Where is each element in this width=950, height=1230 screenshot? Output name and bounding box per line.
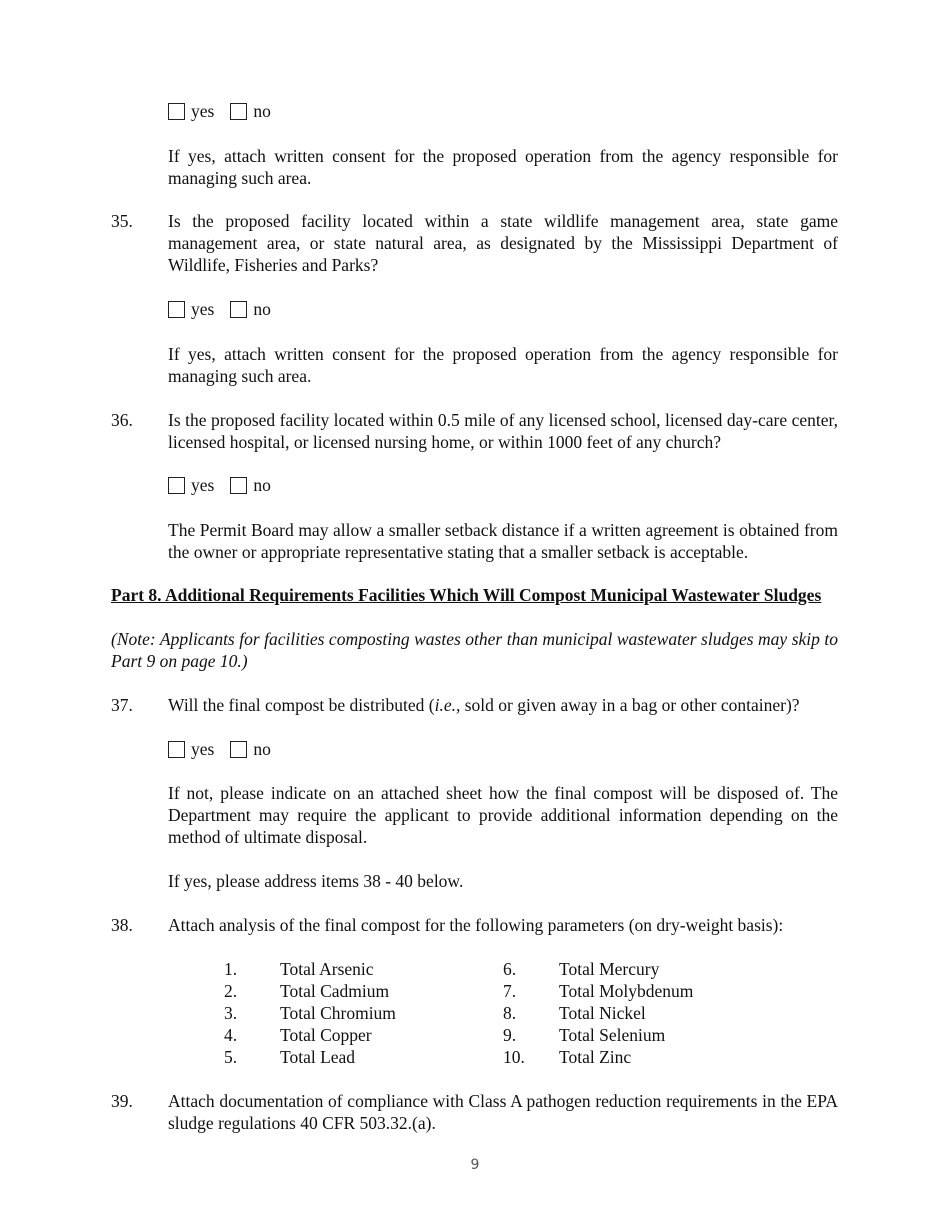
q38-number: 38. [111,915,133,935]
part8-heading: Part 8. Additional Requirements Facilities Which Will Compost Municipal Wastewater Sludges [111,585,822,605]
q35-yes-label: yes [191,299,215,319]
q37-yes-instruction: If yes, please address items 38 - 40 below. [168,871,464,891]
q37-disposal-note: If not, please indicate on an attached sheet how the final compost will be disposed of. The Department may require the applicant to provide additional information depending on the method of ultimate disposal. [168,783,838,847]
q34-no-checkbox[interactable] [230,103,247,120]
q36-yes-label: yes [191,475,215,495]
parameter-item: 6. Total Mercury [503,959,660,979]
q36-no-checkbox[interactable] [230,477,247,494]
q35-question: Is the proposed facility located within a state wildlife management area, state game management area, or state natural area, as designated by the Mississippi Department of Wildlife, Fisheries and Parks? [168,211,838,275]
q37-question: Will the final compost be distributed (i.e., sold or given away in a bag or other container)? [168,695,800,715]
q36-yes-no-group [168,474,287,496]
q36-setback-note: The Permit Board may allow a smaller setback distance if a written agreement is obtained from the owner or appropriate representative stating that a smaller setback is acceptable. [168,520,838,562]
parameter-item: 10. Total Zinc [503,1047,632,1067]
q36-number: 36. [111,410,133,430]
q34-yes-no-group [168,100,287,122]
q34-consent-note: If yes, attach written consent for the proposed operation from the agency responsible for managing such area. [168,146,838,188]
q36-yes-checkbox[interactable] [168,477,185,494]
parameter-item: 7. Total Molybdenum [503,981,694,1001]
q35-no-checkbox[interactable] [230,301,247,318]
q35-consent-note: If yes, attach written consent for the proposed operation from the agency responsible for managing such area. [168,344,838,386]
q35-yes-no-group [168,298,287,320]
parameter-item: 1. Total Arsenic [224,959,374,979]
q36-question: Is the proposed facility located within 0.5 mile of any licensed school, licensed day-care center, licensed hospital, or licensed nursing home, or within 1000 feet of any church? [168,410,838,452]
parameter-item: 4. Total Copper [224,1025,372,1045]
q37-yes-checkbox[interactable] [168,741,185,758]
q37-no-label: no [253,739,271,759]
q37-yes-label: yes [191,739,215,759]
q38-question: Attach analysis of the final compost for the following parameters (on dry-weight basis): [168,915,784,935]
q34-yes-checkbox[interactable] [168,103,185,120]
q37-no-checkbox[interactable] [230,741,247,758]
q37-ie-italic: i.e., [434,695,461,715]
q34-no-label: no [253,101,271,121]
q35-no-label: no [253,299,271,319]
q38-parameter-list-left [224,958,474,1068]
page-number: 9 [470,1157,480,1173]
q35-number: 35. [111,211,133,231]
q34-yes-label: yes [191,101,215,121]
parameter-item: 3. Total Chromium [224,1003,396,1023]
parameter-item: 9. Total Selenium [503,1025,666,1045]
parameter-item: 8. Total Nickel [503,1003,646,1023]
q39-number: 39. [111,1091,133,1111]
q37-number: 37. [111,695,133,715]
q35-yes-checkbox[interactable] [168,301,185,318]
q36-no-label: no [253,475,271,495]
q39-question: Attach documentation of compliance with Class A pathogen reduction requirements in the EPA sludge regulations 40 CFR 503.32.(a). [168,1091,838,1133]
parameter-item: 5. Total Lead [224,1047,356,1067]
q37-yes-no-group [168,738,287,760]
q38-parameter-list-right [503,958,803,1068]
parameter-item: 2. Total Cadmium [224,981,390,1001]
part8-note: (Note: Applicants for facilities composting wastes other than municipal wastewater sludges may skip to Part 9 on page 10.) [111,629,838,671]
